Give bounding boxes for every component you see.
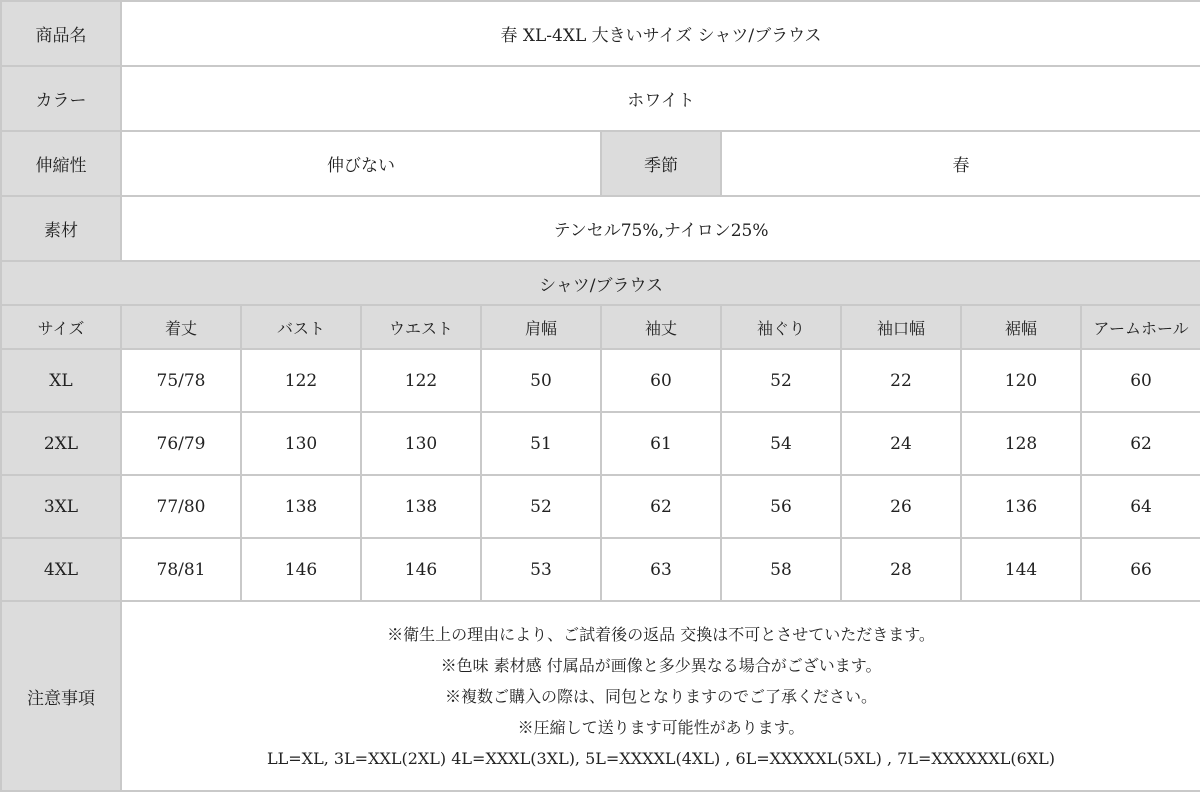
table-cell: 52 [721,349,841,412]
size-conversion-line: LL=XL, 3L=XXL(2XL) 4L=XXXL(3XL), 5L=XXXXL(4XL) , 6L=XXXXXL(5XL) , 7L=XXXXXXL(6XL) [267,748,1056,768]
table-row [1,349,1200,412]
table-cell: 64 [1081,475,1200,538]
header-cuff-width: 袖口幅 [841,305,961,349]
table-cell: 78/81 [121,538,241,601]
table-cell: 56 [721,475,841,538]
table-cell: 130 [361,412,481,475]
table-cell: 128 [961,412,1081,475]
table-cell: 22 [841,349,961,412]
table-cell: 63 [601,538,721,601]
header-waist: ウエスト [361,305,481,349]
table-cell: 52 [481,475,601,538]
size-table-title: シャツ/ブラウス [1,261,1200,305]
product-name-row [1,1,1200,66]
table-cell: 130 [241,412,361,475]
size-header-row [1,305,1200,349]
table-cell: 24 [841,412,961,475]
note-line: ※圧縮して送ります可能性があります。 [517,717,805,737]
color-label: カラー [1,66,121,131]
color-row [1,66,1200,131]
table-cell: 66 [1081,538,1200,601]
table-cell: 53 [481,538,601,601]
size-cell: 3XL [1,475,121,538]
table-row [1,538,1200,601]
material-row [1,196,1200,261]
header-bust: バスト [241,305,361,349]
size-cell: 4XL [1,538,121,601]
header-armhole: アームホール [1081,305,1200,349]
note-line: ※衛生上の理由により、ご試着後の返品 交換は不可とさせていただきます。 [387,624,935,644]
size-table-title-row [1,261,1200,305]
table-cell: 122 [361,349,481,412]
material-label: 素材 [1,196,121,261]
header-hem-width: 裾幅 [961,305,1081,349]
notes-row [1,601,1200,791]
table-cell: 60 [601,349,721,412]
stretch-value: 伸びない [121,131,601,196]
stretch-label: 伸縮性 [1,131,121,196]
table-cell: 144 [961,538,1081,601]
table-cell: 122 [241,349,361,412]
table-cell: 62 [1081,412,1200,475]
table-cell: 60 [1081,349,1200,412]
table-cell: 75/78 [121,349,241,412]
size-cell: XL [1,349,121,412]
season-value: 春 [721,131,1200,196]
table-cell: 58 [721,538,841,601]
table-cell: 146 [241,538,361,601]
header-size: サイズ [1,305,121,349]
table-cell: 28 [841,538,961,601]
size-cell: 2XL [1,412,121,475]
note-line: ※色味 素材感 付属品が画像と多少異なる場合がございます。 [440,655,882,675]
table-cell: 138 [241,475,361,538]
notes-content [121,601,1200,791]
season-label: 季節 [601,131,721,196]
table-cell: 76/79 [121,412,241,475]
header-shoulder: 肩幅 [481,305,601,349]
table-cell: 61 [601,412,721,475]
table-row [1,475,1200,538]
note-line: ※複数ご購入の際は、同包となりますのでご了承ください。 [445,686,878,706]
header-sleeve-length: 袖丈 [601,305,721,349]
table-cell: 120 [961,349,1081,412]
table-cell: 146 [361,538,481,601]
notes-label: 注意事項 [1,601,121,791]
table-cell: 54 [721,412,841,475]
table-cell: 50 [481,349,601,412]
header-length: 着丈 [121,305,241,349]
table-cell: 77/80 [121,475,241,538]
table-cell: 62 [601,475,721,538]
material-value: テンセル75%,ナイロン25% [121,196,1200,261]
stretch-season-row [1,131,1200,196]
header-sleeve-width: 袖ぐり [721,305,841,349]
table-cell: 136 [961,475,1081,538]
table-cell: 26 [841,475,961,538]
color-value: ホワイト [121,66,1200,131]
table-cell: 138 [361,475,481,538]
product-name-label: 商品名 [1,1,121,66]
table-row [1,412,1200,475]
product-name-value: 春 XL-4XL 大きいサイズ シャツ/ブラウス [121,1,1200,66]
table-cell: 51 [481,412,601,475]
